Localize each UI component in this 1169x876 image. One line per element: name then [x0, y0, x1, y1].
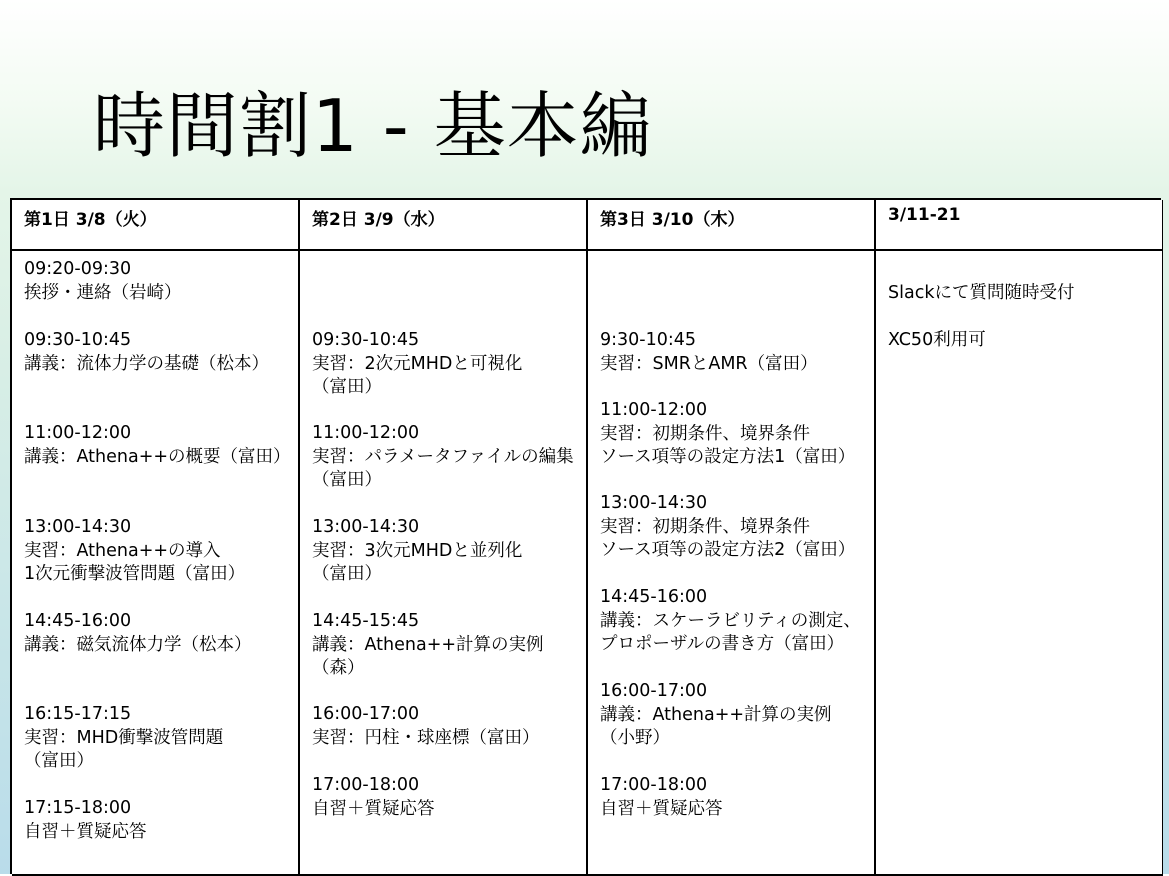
session-time: 13:00-14:30: [24, 517, 132, 537]
session-block: [312, 516, 522, 587]
session-block: [24, 329, 269, 376]
session-line: 自習＋質疑応答: [600, 798, 723, 819]
session-block: [600, 586, 861, 657]
day1-column: [12, 251, 300, 876]
day3-header: 第3日 3/10（木）: [588, 200, 876, 251]
session-time: 14:45-16:00: [600, 587, 708, 607]
session-time: 13:00-14:30: [312, 517, 420, 537]
session-line: 講義：Athena++計算の実例: [600, 704, 832, 725]
session-time: 16:15-17:15: [24, 704, 132, 724]
session-line: 実習：初期条件、境界条件: [600, 516, 810, 537]
session-line: 実習：Athena++の導入: [24, 540, 221, 561]
session-block: [24, 797, 147, 844]
session-time: 09:30-10:45: [24, 330, 132, 350]
session-block: [600, 680, 832, 751]
session-block: [600, 329, 818, 376]
session-line: 講義：Athena++の概要（富田）: [24, 446, 291, 467]
session-line: 実習：2次元MHDと可視化: [312, 353, 523, 374]
day2-column: [300, 251, 588, 876]
session-line: 実習：MHD衝撃波管問題: [24, 727, 224, 748]
session-block: [600, 399, 855, 470]
session-time: 16:00-17:00: [312, 704, 420, 724]
session-line: プロポーザルの書き方（富田）: [600, 634, 845, 654]
session-time: 14:45-15:45: [312, 611, 420, 631]
session-time: 13:00-14:30: [600, 493, 708, 513]
period-column: [876, 251, 1163, 876]
session-time: 11:00-12:00: [600, 400, 708, 420]
session-line: （富田）: [312, 564, 382, 584]
session-line: 講義：磁気流体力学（松本）: [24, 634, 252, 655]
session-block: [24, 703, 223, 774]
session-line: 実習：SMRとAMR（富田）: [600, 353, 818, 374]
period-header: 3/11-21: [876, 200, 1163, 251]
session-block: [24, 610, 252, 657]
session-line: （富田）: [312, 377, 382, 397]
session-line: 実習：初期条件、境界条件: [600, 423, 810, 444]
session-line: 1次元衝撃波管問題（富田）: [24, 564, 246, 584]
note-text: XC50利用可: [888, 330, 986, 350]
session-time: 16:00-17:00: [600, 681, 708, 701]
session-block: [312, 703, 540, 750]
session-line: （富田）: [24, 751, 94, 771]
session-line: 自習＋質疑応答: [24, 821, 147, 842]
session-line: 自習＋質疑応答: [312, 798, 435, 819]
session-line: 実習：円柱・球座標（富田）: [312, 727, 540, 748]
session-block: [600, 774, 723, 821]
page-title: 時間割1 - 基本編: [93, 84, 653, 168]
session-time: 09:30-10:45: [312, 330, 420, 350]
session-block: [600, 492, 855, 563]
session-line: 実習：パラメータファイルの編集: [312, 446, 574, 467]
schedule-table: [10, 198, 1161, 874]
session-block: [24, 516, 245, 587]
session-line: 実習：3次元MHDと並列化: [312, 540, 523, 561]
session-time: 9:30-10:45: [600, 330, 697, 350]
session-line: 講義：スケーラビリティの測定、: [600, 610, 861, 631]
session-block: [312, 329, 522, 400]
session-line: 講義：流体力学の基礎（松本）: [24, 353, 269, 374]
day2-header: 第2日 3/9（水）: [300, 200, 588, 251]
day3-column: [588, 251, 876, 876]
session-time: 17:15-18:00: [24, 798, 132, 818]
session-time: 14:45-16:00: [24, 611, 132, 631]
session-time: 11:00-12:00: [24, 423, 132, 443]
session-block: [24, 422, 291, 469]
session-line: ソース項等の設定方法2（富田）: [600, 540, 856, 560]
session-line: （森）: [312, 658, 365, 678]
session-block: [312, 610, 544, 681]
session-block: [24, 258, 182, 305]
day1-header: 第1日 3/8（火）: [12, 200, 300, 251]
session-time: 17:00-18:00: [312, 775, 420, 795]
session-line: 講義：Athena++計算の実例: [312, 634, 544, 655]
session-line: ソース項等の設定方法1（富田）: [600, 447, 856, 467]
note-text: Slackにて質問随時受付: [888, 283, 1075, 303]
session-time: 11:00-12:00: [312, 423, 420, 443]
session-block: [312, 422, 574, 493]
session-block: [312, 774, 435, 821]
session-line: 挨拶・連絡（岩崎）: [24, 282, 182, 303]
session-time: 09:20-09:30: [24, 259, 132, 279]
session-time: 17:00-18:00: [600, 775, 708, 795]
session-line: （富田）: [312, 470, 382, 490]
session-line: （小野）: [600, 728, 670, 748]
